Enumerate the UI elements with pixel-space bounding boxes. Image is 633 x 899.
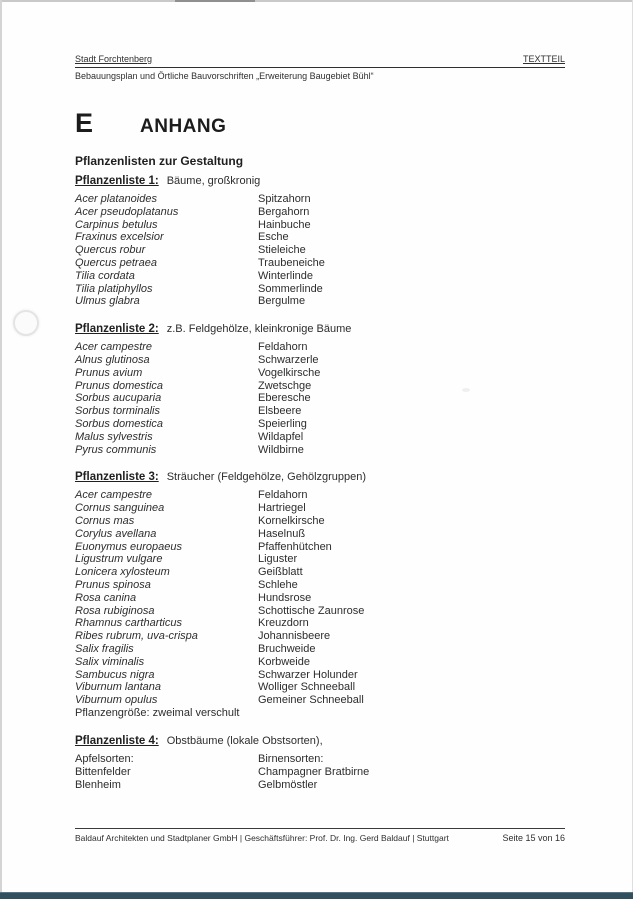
plant-row [75,270,565,283]
section-letter: E [75,108,94,138]
plant-latin-name: Prunus domestica [75,379,164,392]
plant-latin-name: Acer platanoides [75,193,157,205]
page-footer [75,828,565,843]
plant-german-name: Feldahorn [258,489,308,502]
plant-list-heading [75,471,565,483]
plant-latin-name: Acer pseudoplatanus [75,205,179,218]
plant-latin-name: Rosa rubiginosa [75,604,155,617]
plant-german-name: Hainbuche [258,218,311,231]
plant-row [75,617,565,630]
plant-row [75,566,565,579]
plant-row [75,367,565,380]
plant-german-name: Elsbeere [258,405,302,418]
plant-list-heading [75,323,565,335]
plant-german-name: Hartriegel [258,502,306,515]
plant-german-name: Wildapfel [258,430,304,443]
plant-row [75,283,565,296]
plant-german-name: Geißblatt [258,566,303,579]
plant-latin-name: Malus sylvestris [75,430,153,443]
plant-latin-name: Acer campestre [75,489,153,502]
plant-latin-name: Prunus spinosa [75,578,151,591]
fruit-variety-item: Bittenfelder [75,765,131,778]
fruit-variety-item: Champagner Bratbirne [258,765,370,778]
plant-latin-name: Quercus robur [75,244,146,257]
plant-latin-name: Rhamnus cartharticus [75,617,182,630]
plant-german-name: Sommerlinde [258,282,323,295]
plant-latin-name: Rosa canina [75,591,137,604]
plant-latin-name: Carpinus betulus [75,218,158,231]
plant-row [75,354,565,367]
plant-row [75,515,565,528]
plant-latin-name: Lonicera xylosteum [75,566,170,579]
plant-list-note: Pflanzengröße: zweimal verschult [75,706,240,719]
plant-german-name: Bergahorn [258,205,310,218]
plant-german-name: Liguster [258,553,298,566]
fruit-column-header: Apfelsorten: [75,752,134,765]
plant-german-name: Wildbirne [258,443,304,456]
footer-page-number: Seite 15 von 16 [502,833,565,843]
plant-row [75,579,565,592]
plant-latin-name: Salix fragilis [75,642,134,655]
footer-company-info: Baldauf Architekten und Stadtplaner GmbH | Geschäftsführer: Prof. Dr. Ing. Gerd Baldauf | Stuttgart [75,833,449,843]
plant-row [75,694,565,707]
plant-row [75,206,565,219]
plant-list-label: Pflanzenliste 2: [75,323,159,336]
plant-list-label: Pflanzenliste 3: [75,471,159,484]
plant-row [75,553,565,566]
plant-list-description: z.B. Feldgehölze, kleinkronige Bäume [166,323,352,336]
fruit-column-header: Birnensorten: [258,752,324,765]
page-header [75,54,565,68]
scan-artifact [175,0,255,2]
plant-lists-container [75,175,565,792]
plant-german-name: Stieleiche [258,244,306,257]
plant-latin-name: Sorbus torminalis [75,405,160,418]
plant-german-name: Kreuzdorn [258,617,309,630]
plant-latin-name: Sambucus nigra [75,668,155,681]
plant-german-name: Schottische Zaunrose [258,604,365,617]
plant-german-name: Feldahorn [258,341,308,354]
plant-list-section-2 [75,323,565,456]
plant-row [75,630,565,643]
fruit-variety-column [258,753,369,792]
plant-german-name: Johannisbeere [258,630,331,643]
plant-german-name: Bergulme [258,295,306,308]
plant-german-name: Pfaffenhütchen [258,540,332,553]
plant-row [75,405,565,418]
plant-german-name: Wolliger Schneeball [258,681,356,694]
plant-latin-name: Prunus avium [75,366,143,379]
plant-row [75,605,565,618]
plant-list-label: Pflanzenliste 1: [75,175,159,187]
plant-german-name: Haselnuß [258,527,306,540]
plant-row [75,444,565,457]
fruit-variety-item: Gelbmöstler [258,778,318,791]
plant-list-entries [75,341,565,456]
plant-german-name: Winterlinde [258,269,314,282]
intro-heading: Pflanzenlisten zur Gestaltung [75,154,244,168]
plant-row [75,541,565,554]
header-document-type: TEXTTEIL [522,54,565,64]
plant-row [75,295,565,308]
plant-row [75,380,565,393]
plant-german-name: Spitzahorn [258,193,311,205]
plant-latin-name: Cornus sanguinea [75,502,165,515]
plant-row [75,681,565,694]
plant-german-name: Traubeneiche [258,256,325,269]
plant-list-description: Obstbäume (lokale Obstsorten), [166,734,323,747]
plant-german-name: Hundsrose [258,591,312,604]
plant-german-name: Schwarzer Holunder [258,668,358,681]
plant-german-name: Schwarzerle [258,353,319,366]
plant-latin-name: Quercus petraea [75,256,157,269]
plant-german-name: Vogelkirsche [258,366,321,379]
plant-latin-name: Cornus mas [75,514,135,527]
plant-latin-name: Viburnum lantana [75,681,162,694]
plant-row [75,431,565,444]
plant-row [75,502,565,515]
plant-row [75,643,565,656]
plant-german-name: Kornelkirsche [258,514,325,527]
plant-latin-name: Pyrus communis [75,443,157,456]
plant-row [75,231,565,244]
plant-german-name: Korbweide [258,655,310,668]
fruit-variety-column [75,753,258,792]
plant-row [75,669,565,682]
plant-latin-name: Sorbus aucuparia [75,392,162,405]
plant-list-section-3 [75,471,565,719]
plant-latin-name: Ulmus glabra [75,295,140,308]
plant-latin-name: Salix viminalis [75,655,145,668]
plant-list-description: Sträucher (Feldgehölze, Gehölzgruppen) [166,471,367,484]
plant-list-section-4 [75,735,565,792]
header-document-owner: Stadt Forchtenberg [75,54,153,64]
plant-latin-name: Fraxinus excelsior [75,231,164,244]
plant-list-description: Bäume, großkronig [166,175,261,187]
plant-latin-name: Ligustrum vulgare [75,553,163,566]
fruit-variety-item: Blenheim [75,778,121,791]
plant-german-name: Bruchweide [258,642,316,655]
plant-row [75,528,565,541]
plant-list-section-1 [75,175,565,308]
plant-latin-name: Tilia cordata [75,269,135,282]
plant-row [75,592,565,605]
plant-latin-name: Tilia platiphyllos [75,282,153,295]
header-subtitle: Bebauungsplan und Örtliche Bauvorschriften „Erweiterung Baugebiet Bühl“ [75,71,374,81]
plant-german-name: Zwetschge [258,379,312,392]
page-content [75,54,565,792]
punch-hole-mark [13,310,39,336]
plant-row [75,193,565,206]
plant-latin-name: Viburnum opulus [75,694,158,707]
plant-list-heading [75,735,565,747]
plant-list-label: Pflanzenliste 4: [75,734,159,747]
plant-latin-name: Ribes rubrum, uva-crispa [75,630,198,643]
scan-edge-left [0,0,2,899]
plant-list-heading [75,175,565,187]
scan-edge-bottom [0,892,633,899]
plant-latin-name: Corylus avellana [75,527,157,540]
plant-row [75,392,565,405]
plant-latin-name: Euonymus europaeus [75,540,183,553]
scan-edge-top [0,0,633,2]
plant-german-name: Gemeiner Schneeball [258,694,364,707]
plant-row [75,656,565,669]
plant-latin-name: Alnus glutinosa [75,353,150,366]
section-title: ANHANG [140,116,227,137]
plant-row [75,244,565,257]
plant-row [75,341,565,354]
plant-row [75,257,565,270]
section-heading [75,108,565,139]
fruit-variety-columns [75,753,565,792]
plant-row [75,219,565,232]
plant-row [75,489,565,502]
plant-german-name: Eberesche [258,392,311,405]
plant-latin-name: Sorbus domestica [75,417,164,430]
plant-german-name: Esche [258,231,289,244]
plant-latin-name: Acer campestre [75,341,153,354]
plant-german-name: Schlehe [258,578,298,591]
plant-list-entries [75,489,565,707]
plant-row [75,418,565,431]
plant-german-name: Speierling [258,417,307,430]
plant-list-entries [75,193,565,308]
